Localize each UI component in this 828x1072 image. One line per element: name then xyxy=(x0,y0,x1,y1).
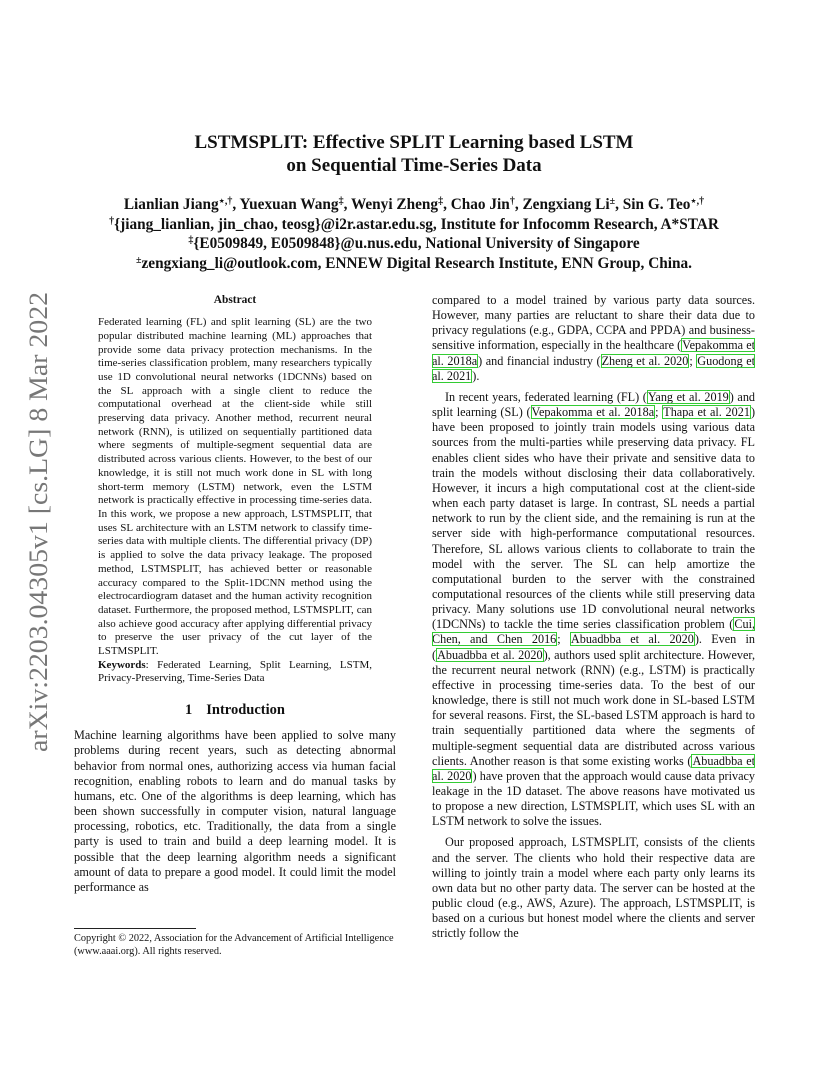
paragraph-text: compared to a model trained by various party data sources. However, many parties are reluctant to share their data due to privacy regulations (e.g., GDPA, CCPA and PPDA) and business-sensitive information, especially in the healthcare ( xyxy=(432,293,755,353)
right-column xyxy=(432,293,755,942)
citation-link[interactable]: Vepakomma et al. 2018a xyxy=(432,338,755,368)
citation-link[interactable]: Thapa et al. 2021 xyxy=(663,405,750,420)
author-name: Chao Jin xyxy=(450,196,510,213)
author-name: Lianlian Jiang xyxy=(123,196,219,213)
affiliation-text: zengxiang_li@outlook.com, ENNEW Digital Research Institute, ENN Group, China. xyxy=(141,254,692,272)
keywords xyxy=(74,659,396,686)
arxiv-identifier-text: arXiv:2203.04305v1 [cs.LG] 8 Mar 2022 xyxy=(24,321,53,752)
affiliation-mark: ± xyxy=(135,254,142,266)
section-number: 1 xyxy=(185,702,193,719)
paragraph-text: In recent years, federated learning (FL) ( xyxy=(445,389,647,404)
affiliation-mark: † xyxy=(109,215,115,227)
citation-link[interactable]: Yang et al. 2019 xyxy=(647,389,729,404)
author-mark: † xyxy=(509,196,515,207)
paragraph-text: ) and split learning (SL) ( xyxy=(432,389,756,420)
citation-link[interactable]: Abuadbba et al. 2020 xyxy=(570,632,694,647)
left-column xyxy=(74,293,396,895)
section-heading-introduction xyxy=(74,703,396,718)
title-block xyxy=(0,131,828,273)
affiliation-line xyxy=(0,254,828,274)
paragraph-text: ). Even in ( xyxy=(432,632,755,662)
author-mark: ⋆,† xyxy=(690,196,705,207)
affiliation-line xyxy=(0,215,828,235)
citation-separator: ; xyxy=(689,353,697,368)
footnote-rule xyxy=(74,928,196,929)
citation-link[interactable]: Cui, Chen, and Chen 2016 xyxy=(432,617,755,647)
paragraph: Our proposed approach, LSTMSPLIT, consists of the clients and the server. The clients who hold their respective data are willing to jointly train a model where each party only learns its own data but no other party data. The server can be hosted at the public cloud (e.g., AWS, Azure). The approach, LSTMSPLIT, is based on a curious but honest model where the clients and server strictly follow the xyxy=(432,835,755,941)
paragraph-text: ) have proven that the approach would cause data privacy leakage in the 1D dataset. The above reasons have motivated us to propose a new direction, LSTMSPLIT, which uses SL with an LSTM network to solve the issues. xyxy=(432,768,755,829)
citation-link[interactable]: Abuadbba et al. 2020 xyxy=(432,753,755,783)
citation-link[interactable]: Guodong et al. 2021 xyxy=(432,353,755,383)
author-block xyxy=(0,195,828,273)
affiliation-text: {E0509849, E0509848}@u.nus.edu, National University of Singapore xyxy=(193,235,640,252)
author-mark: ⋆,† xyxy=(218,196,233,207)
section-title: Introduction xyxy=(206,702,285,719)
author-mark: ‡ xyxy=(438,196,444,207)
citation-separator: ; xyxy=(557,632,570,647)
paper-title xyxy=(0,131,828,177)
footnote-text: Copyright © 2022, Association for the Advancement of Artificial Intelligence (www.aaai.org). All rights reserved. xyxy=(74,933,394,957)
intro-paragraph: Machine learning algorithms have been applied to solve many problems during recent years, such as detecting abnormal behavior from normal ones, authorizing access via human facial recognition, enabling robots to learn and do manual tasks by humans, etc. One of the algorithms is deep learning, which has been shown successfully in computer vision, natural language processing, robotics, etc. Traditionally, the data from a single party is used to train and build a deep learning model. It is possible that the deep learning algorithm needs a significant amount of data to prepare a good model. It could limit the model performance as xyxy=(74,728,396,894)
author-mark: ± xyxy=(609,196,616,207)
paragraph-text: ), authors used split architecture. However, the recurrent neural network (RNN) (e.g., LSTM) is practically effective in processing time-series data. To the best of our knowledge, there is still not much work done in SL-based LSTM for several reasons. First, the SL-based LSTM approach is hard to train sequentially partitioned data where the segments of multiple-segment sequential data are distributed across various clients. Another reason is that some existing works ( xyxy=(432,647,755,768)
affiliation-mark: ‡ xyxy=(188,235,194,246)
affiliation-text: {jiang_lianlian, jin_chao, teosg}@i2r.astar.edu.sg, Institute for Infocomm Research, A*STAR xyxy=(114,215,719,233)
paragraph xyxy=(432,390,755,830)
citation-link[interactable]: Vepakomma et al. 2018a xyxy=(531,405,655,420)
citation-separator: ; xyxy=(655,405,663,420)
author-mark: ‡ xyxy=(338,196,344,207)
author-name: Wenyi Zheng xyxy=(350,196,439,213)
paragraph-text: ). xyxy=(472,368,480,383)
citation-link[interactable]: Abuadbba et al. 2020 xyxy=(437,647,543,662)
abstract-heading: Abstract xyxy=(213,294,257,306)
paragraph-text: ) have been proposed to jointly train models using various data sources from the multi-parties while preserving data privacy. FL enables client sides who have their private and sensitive data to train the models without disclosing their data collaboratively. However, it incurs a high computational cost at the client-side when each party dataset is large. In contrast, SL needs a partial network to run by the client side, and the remaining is run at the server side with high-performance computational resources. Therefore, SL allows various clients to collaborate to train the model with the server. The SL can help amortize the computational burden to the server with the constrained computational resources of the clients while still preserving data privacy. Many solutions use 1D convolutional neural networks (1DCNNs) to tackle the time series classification problem ( xyxy=(432,405,755,632)
paragraph xyxy=(432,293,755,384)
title-line: LSTMSPLIT: Effective SPLIT Learning based LSTM xyxy=(194,132,634,153)
author-name: Zengxiang Li xyxy=(522,196,610,213)
author-name: Yuexuan Wang xyxy=(239,196,339,213)
arxiv-identifier-stamp xyxy=(17,290,57,754)
affiliation-line xyxy=(0,234,828,254)
title-line: on Sequential Time-Series Data xyxy=(286,155,542,176)
copyright-footnote xyxy=(74,928,396,958)
author-name: Sin G. Teo xyxy=(622,196,691,213)
keywords-label: Keywords xyxy=(98,658,146,671)
keywords-list: : Federated Learning, Split Learning, LSTM, Privacy-Preserving, Time-Series Data xyxy=(98,658,372,685)
citation-link[interactable]: Zheng et al. 2020 xyxy=(601,353,689,368)
abstract-text: Federated learning (FL) and split learning (SL) are the two popular distributed machine learning (ML) approaches that provide some data privacy protection mechanisms. In the time-series classification problem, many researchers typically use 1D convolutional neural networks (1DCNNs) based on the SL approach with a single client to reduce the computational overhead at the client-side while still preserving data privacy. Another method, recurrent neural network (RNN), is utilized on sequentially partitioned data where segments of multiple-segment sequential data are distributed across various clients. However, to the best of our knowledge, it is still not much work done in SL with long short-term memory (LSTM) network, even the LSTM network is practically effective in processing time-series data. In this work, we propose a new approach, LSTMSPLIT, that uses SL architecture with an LSTM network to classify time-series data with multiple clients. The differential privacy (DP) is applied to solve the data privacy leakage. The proposed method, LSTMSPLIT, has achieved better or reasonable accuracy compared to the Split-1DCNN method using the electrocardiogram dataset and the human activity recognition dataset. Furthermore, the proposed method, LSTMSPLIT, can also achieve good accuracy after applying differential privacy to preserve the user privacy of the cut layer of the LSTMSPLIT. xyxy=(98,316,372,658)
paragraph-text: ) and financial industry ( xyxy=(478,353,601,368)
author-list: Lianlian Jiang⋆,†, Yuexuan Wang‡, Wenyi Zheng‡, Chao Jin†, Zengxiang Li±, Sin G. Teo⋆,† xyxy=(123,196,705,213)
